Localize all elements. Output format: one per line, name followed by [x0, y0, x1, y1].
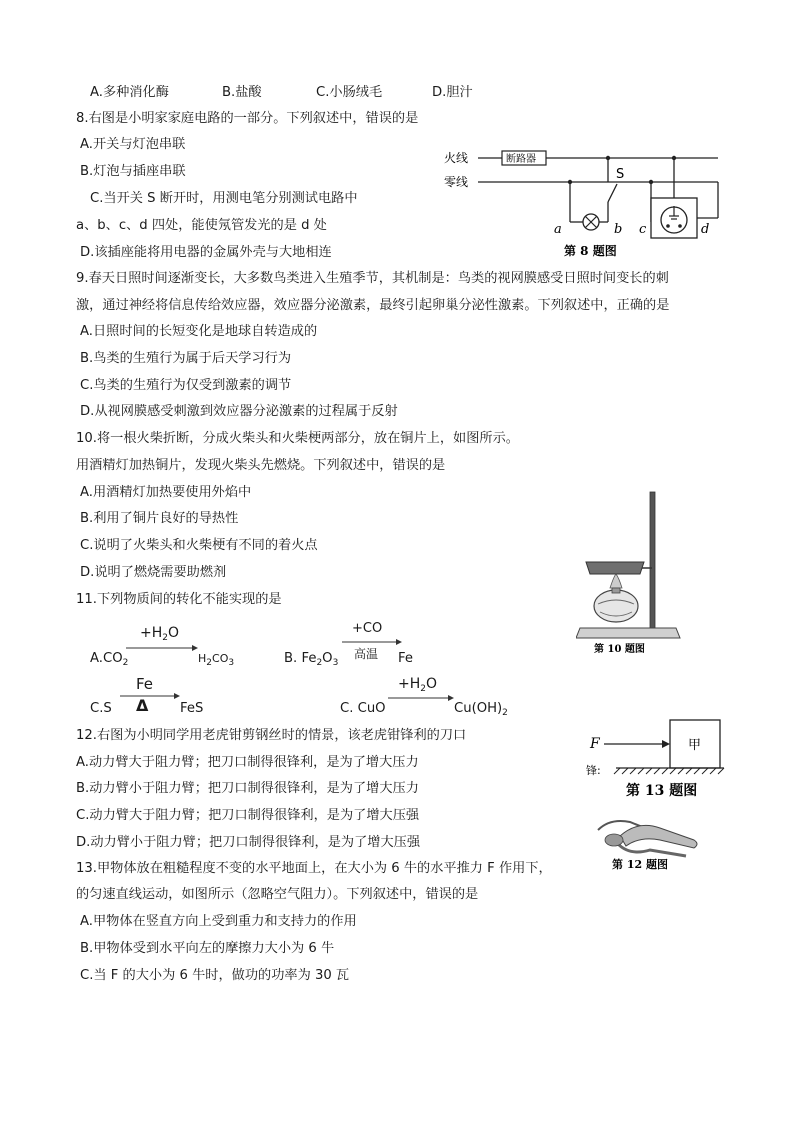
q12-option-a: A.动力臂大于阻力臂；把刀口制得很锋利，是为了增大压力	[76, 755, 419, 770]
q8-stem: 8.右图是小明家家庭电路的一部分。下列叙述中，错误的是	[76, 111, 419, 126]
q12-option-b: B.动力臂小于阻力臂；把刀口制得很锋利，是为了增大压力	[76, 781, 419, 796]
switch-icon	[608, 184, 617, 202]
q13-option-c: C.当 F 的大小为 6 牛时，做功的功率为 30 瓦	[80, 968, 350, 983]
q10-option-b: B.利用了铜片良好的导热性	[80, 511, 239, 526]
q9-option-a: A.日照时间的长短变化是地球自转造成的	[80, 324, 318, 339]
q11-stem: 11.下列物质间的转化不能实现的是	[76, 592, 282, 607]
q8-option-a: A.开关与灯泡串联	[80, 137, 186, 152]
q13-figure-caption: 第 13 题图	[626, 783, 698, 799]
q11-b-product: Fe	[398, 651, 413, 666]
q7-option-b: B.盐酸	[222, 85, 262, 100]
force-arrow-icon	[662, 740, 670, 748]
q9-option-c: C.鸟类的生殖行为仅受到激素的调节	[80, 378, 292, 393]
point-b: b	[614, 222, 623, 237]
q12-figure-caption: 第 12 题图	[612, 858, 668, 871]
q11-a-product: $H_2CO_3$	[198, 652, 235, 668]
point-c: c	[639, 222, 647, 237]
q13-option-a: A.甲物体在竖直方向上受到重力和支持力的作用	[80, 914, 357, 929]
left-note: 锋:	[586, 764, 601, 777]
live-wire-label: 火线	[444, 151, 469, 165]
q11-c-heat-symbol: Δ	[136, 696, 149, 715]
q8-circuit-figure	[436, 140, 726, 260]
q8-option-c: C.当开关 S 断开时，用测电笔分别测试电路中	[90, 191, 358, 206]
q11-b-condition: +CO	[352, 621, 383, 636]
q8-figure-caption: 第 8 题图	[564, 244, 617, 258]
q9-option-d: D.从视网膜感受刺激到效应器分泌激素的过程属于反射	[80, 404, 398, 419]
q12-option-d: D.动力臂小于阻力臂；把刀口制得很锋利，是为了增大压强	[76, 835, 421, 850]
point-a: a	[554, 222, 562, 237]
q10-heating-figure	[576, 488, 684, 660]
q11-b-arrow	[342, 638, 402, 646]
alcohol-lamp	[594, 590, 638, 622]
q8-option-d: D.该插座能将用电器的金属外壳与大地相连	[80, 245, 332, 260]
q12-pliers-figure	[590, 800, 710, 874]
q7-option-d: D.胆汁	[432, 85, 473, 100]
q9-stem-line1: 9.春天日照时间逐渐变长，大多数鸟类进入生殖季节，其机制是：鸟类的视网膜感受日照时间变长的刺	[76, 271, 669, 286]
copper-sheet	[586, 562, 644, 574]
q11-a-condition: $+H_2O$	[140, 625, 180, 643]
q8-option-c-cont: a、b、c、d 四处，能使氖管发光的是 d 处	[76, 218, 327, 233]
q12-stem: 12.右图为小明同学用老虎钳剪钢丝时的情景，该老虎钳锋利的刀口	[76, 728, 467, 743]
q11-c-arrow	[120, 692, 180, 700]
q10-option-c: C.说明了火柴头和火柴梗有不同的着火点	[80, 538, 318, 553]
q11-a: $A.CO_2$	[90, 651, 129, 668]
point-d: d	[701, 222, 710, 237]
q13-option-b: B.甲物体受到水平向左的摩擦力大小为 6 牛	[80, 941, 335, 956]
q12-option-c: C.动力臂大于阻力臂；把刀口制得很锋利，是为了增大压强	[76, 808, 420, 823]
q13-force-figure	[586, 718, 726, 800]
pliers-icon	[620, 825, 697, 848]
q10-stem-line2: 用酒精灯加热铜片，发现火柴头先燃烧。下列叙述中，错误的是	[76, 458, 446, 473]
q10-option-a: A.用酒精灯加热要使用外焰中	[80, 485, 252, 500]
q11-c-product: FeS	[180, 701, 204, 716]
q7-option-a: A.多种消化酶	[90, 85, 169, 100]
q11-b-condition-under: 高温	[354, 647, 379, 661]
q11-a-arrow	[126, 644, 198, 652]
q11-b: B. $Fe_2O_3$	[284, 651, 339, 668]
q10-stem-line1: 10.将一根火柴折断，分成火柴头和火柴梗两部分，放在铜片上，如图所示。	[76, 431, 519, 446]
q10-figure-caption: 第 10 题图	[594, 644, 645, 655]
q9-stem-line2: 激，通过神经将信息传给效应器，效应器分泌激素，最终引起卵巢分泌性激素。下列叙述中，正确的是	[76, 298, 670, 313]
force-label: F	[590, 736, 600, 752]
stand-rod	[650, 492, 655, 632]
q8-option-b: B.灯泡与插座串联	[80, 164, 186, 179]
q11-d-product: $Cu(OH)_2$	[454, 701, 508, 718]
q13-stem-line1: 13.甲物体放在粗糙程度不变的水平地面上，在大小为 6 牛的水平推力 F 作用下，	[76, 861, 552, 876]
q10-option-d: D.说明了燃烧需要助燃剂	[80, 565, 227, 580]
switch-label: S	[616, 167, 625, 182]
q11-d-condition: $+H_2O$	[398, 676, 438, 694]
q11-c: C.S	[90, 701, 112, 716]
q11-d: C. CuO	[340, 701, 386, 716]
q13-stem-line2: 的匀速直线运动，如图所示（忽略空气阻力）。下列叙述中，错误的是	[76, 887, 479, 902]
breaker-label: 断路器	[506, 154, 536, 165]
stand-base	[576, 628, 680, 638]
flame-icon	[610, 574, 622, 588]
q11-c-condition: Fe	[136, 675, 154, 693]
q11-d-arrow	[388, 694, 454, 702]
block-label: 甲	[688, 738, 702, 753]
neutral-wire-label: 零线	[444, 175, 469, 189]
q7-option-c: C.小肠绒毛	[316, 85, 383, 100]
q9-option-b: B.鸟类的生殖行为属于后天学习行为	[80, 351, 292, 366]
